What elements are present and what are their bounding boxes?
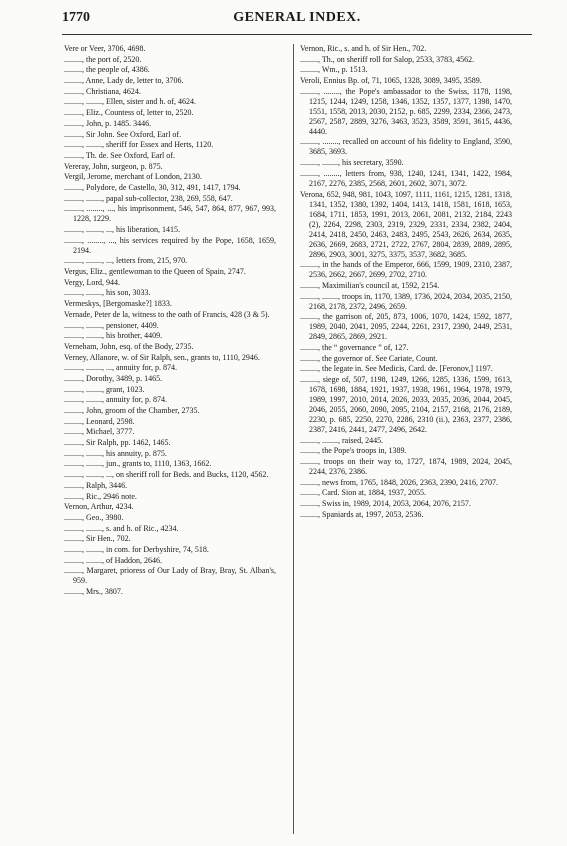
index-entry: ........., ........, recalled on account of his fidelity to England, 3590, 3685, 3693. xyxy=(300,137,512,157)
index-entry: ........., ........, his secretary, 3590. xyxy=(300,158,404,168)
index-entry: ........., ........, s. and h. of Ric., 4234. xyxy=(64,523,179,533)
index-entry: Vergus, Eliz., gentlewoman to the Queen of Spain, 2747. xyxy=(64,267,246,277)
index-entry: ........., ........, troops in, 1170, 1389, 1736, 2024, 2034, 2035, 2150, 2168, 2178, 2372, 2496, 2659. xyxy=(300,291,512,311)
index-entry: ........., ........, ..., annuity for, p. 874. xyxy=(64,363,178,373)
index-entry: Vergy, Lord, 944. xyxy=(64,277,120,287)
index-entry: ........., Ralph, 3446. xyxy=(64,480,128,490)
index-entry: ........., ........, sheriff for Essex and Herts, 1120. xyxy=(64,140,214,150)
index-entry: Vernon, Arthur, 4234. xyxy=(64,502,134,512)
index-entry: ........., the governor of. See Cariate, Count. xyxy=(300,353,438,363)
index-entry: Veroli, Ennius Bp. of, 71, 1065, 1328, 3089, 3495, 3589. xyxy=(300,76,482,86)
index-entry: Vere or Veer, 3706, 4698. xyxy=(64,44,146,53)
index-entry: ........., Michael, 3777. xyxy=(64,427,135,437)
index-entry: ........., the people of, 4386. xyxy=(64,65,150,75)
index-entry: ........., ........, letters from, 938, 1240, 1241, 1341, 1422, 1984, 2167, 2276, 2385, 2568, 2601, 2602, 3071, 3072. xyxy=(300,168,512,188)
index-entry: ........., the “ governance ” of, 127. xyxy=(300,342,409,352)
index-entry: ........., ........, jun., grants to, 1110, 1363, 1662. xyxy=(64,459,212,469)
index-entry: Vernon, Ric., s. and h. of Sir Hen., 702. xyxy=(300,44,427,53)
index-entry: ........., ........, in com. for Derbyshire, 74, 518. xyxy=(64,544,209,554)
index-entry: ........., Anne, Lady de, letter to, 3706. xyxy=(64,76,184,86)
index-entry: ........., ........, the Pope's ambassador to the Swiss, 1178, 1198, 1215, 1244, 1249, 1258, 1346, 1352, 1357, 1377, 1398, 1470, 1551, 1558, 2013, 2030, 2152, p. 685, 2299, 2334, 2366, 2473, 2567, 2587, 2889, 3276, 3463, 3523, 3589, 3591, 3615, 4436, 4440. xyxy=(300,86,512,136)
column-divider xyxy=(293,44,294,834)
index-entry: ........., Dorothy, 3489, p. 1465. xyxy=(64,373,163,383)
index-entry: ........., the garrison of, 205, 873, 1006, 1070, 1424, 1592, 1877, 1989, 2040, 2041, 2095, 2244, 2261, 2317, 2390, 2449, 2531, 2849, 2865, 2869, 2921. xyxy=(300,312,512,342)
index-entry: Vermeskys, [Bergomaske?] 1833. xyxy=(64,299,172,309)
index-entry: ........., Sir Hen., 702. xyxy=(64,534,131,544)
index-entry: Vernade, Peter de la, witness to the oath of Francis, 428 (3 & 5). xyxy=(64,309,270,319)
index-entry: ........., ........, papal sub-collector, 238, 269, 558, 647. xyxy=(64,193,233,203)
index-entry: ........., Swiss in, 1989, 2014, 2053, 2064, 2076, 2157. xyxy=(300,499,471,509)
index-entry: ........., ........, ..., his imprisonment, 546, 547, 864, 877, 967, 993, 1228, 1229. xyxy=(64,204,276,224)
index-entry: ........., Mrs., 3807. xyxy=(64,587,123,596)
page-number: 1770 xyxy=(62,10,90,25)
index-entry: ........., ........, his annuity, p. 875. xyxy=(64,448,167,458)
index-entry: ........., Sir Ralph, pp. 1462, 1465. xyxy=(64,438,171,448)
page-title: GENERAL INDEX. xyxy=(233,10,361,25)
index-entry: ........., troops on their way to, 1727, 1874, 1989, 2024, 2045, 2244, 2376, 2386. xyxy=(300,457,512,477)
index-entry: ........., Maximilian's council at, 1592, 2154. xyxy=(300,280,440,290)
index-entry: ........., news from, 1765, 1848, 2026, 2363, 2390, 2416, 2707. xyxy=(300,477,498,487)
index-entry: ........., ........, annuity for, p. 874. xyxy=(64,395,168,405)
index-entry: ........., in the hands of the Emperor, 666, 1599, 1909, 2310, 2387, 2536, 2662, 2667, 2699, 2702, 2710. xyxy=(300,260,512,280)
index-entry: Verneham, John, esq. of the Body, 2735. xyxy=(64,341,194,351)
index-entry: ........., Polydore, de Castello, 30, 312, 491, 1417, 1794. xyxy=(64,182,241,192)
index-entry: ........., siege of, 507, 1198, 1249, 1266, 1285, 1336, 1599, 1613, 1678, 1698, 1884, 1921, 1937, 1938, 1961, 1964, 1978, 1979, 1989, 1997, 2010, 2014, 2026, 2033, 2035, 2036, 2044, 2045, 2046, 2055, 2060, 2090, 2095, 2104, 2157, 2168, 2176, 2189, 2230, p. 685, 2250, 2270, 2286, 2310 (ii.), 2363, 2377, 2386, 2387, 2416, 2441, 2477, 2496, 2642. xyxy=(300,375,512,434)
index-entry: ........., Margaret, prioress of Our Lady of Bray, Bray, St. Alban's, 959. xyxy=(64,566,276,586)
index-entry: ........., Geo., 3980. xyxy=(64,512,124,522)
index-entry: Vergil, Jerome, merchant of London, 2130. xyxy=(64,172,202,182)
index-column-left xyxy=(64,44,276,597)
index-entry: ........., Th. de. See Oxford, Earl of. xyxy=(64,150,175,160)
index-entry: ........., Spaniards at, 1997, 2053, 2536. xyxy=(300,509,424,519)
index-entry: ........., the legate in. See Medicis, Card. de. [Feronov,] 1197. xyxy=(300,364,493,374)
index-entry: ........., John, p. 1485. 3446. xyxy=(64,118,152,128)
index-entry: ........., the Pope's troops in, 1389. xyxy=(300,446,407,456)
index-entry: ........., ........, ..., on sheriff roll for Beds. and Bucks, 1120, 4562. xyxy=(64,470,269,480)
index-entry: Verona, 652, 948, 981, 1043, 1097, 1111, 1161, 1215, 1281, 1318, 1341, 1352, 1380, 1392, 1404, 1413, 1418, 1581, 1618, 1653, 1684, 1711, 1853, 1991, 2013, 2061, 2081, 2132, 2184, 2243 (2), 2264, 2298, 2303, 2319, 2329, 2331, 2334, 2382, 2404, 2414, 2418, 2450, 2463, 2483, 2495, 2543, 2626, 2634, 2635, 2636, 2669, 2683, 2721, 2722, 2767, 2804, 2839, 2889, 2895, 2896, 2903, 3001, 3275, 3375, 3537, 3682, 3685. xyxy=(300,189,512,259)
index-entry: ........., ........, ..., his services required by the Pope, 1658, 1659, 2194. xyxy=(64,235,276,255)
index-entry: Verney, Allanore, w. of Sir Ralph, sen., grants to, 1110, 2946. xyxy=(64,352,260,362)
index-entry: Vereray, John, surgeon, p. 875. xyxy=(64,161,163,171)
index-entry: ........., Eliz., Countess of, letter to, 2520. xyxy=(64,108,194,118)
index-entry: ........., Card. Sion at, 1884, 1937, 2055. xyxy=(300,488,426,498)
index-entry: ........., ........, ..., his liberation, 1415. xyxy=(64,225,180,234)
index-entry: ........., Christiana, 4624. xyxy=(64,86,141,96)
index-entry: ........., ........, Ellen, sister and h. of, 4624. xyxy=(64,97,196,107)
index-entry: ........., Leonard, 2598. xyxy=(64,416,135,426)
page-header xyxy=(62,6,532,32)
index-entry: ........., ........, of Haddon, 2646. xyxy=(64,555,162,565)
index-entry: ........., ........, ..., letters from, 215, 970. xyxy=(64,256,188,266)
index-entry: ........., Sir John. See Oxford, Earl of. xyxy=(64,129,182,139)
index-entry: ........., ........, his son, 3033. xyxy=(64,288,151,298)
index-entry: ........., the port of, 2520. xyxy=(64,54,142,64)
index-entry: ........., John, groom of the Chamber, 2735. xyxy=(64,406,200,415)
header-rule xyxy=(62,34,532,35)
index-entry: ........., Th., on sheriff roll for Salop, 2533, 3783, 4562. xyxy=(300,54,475,64)
index-entry: ........., ........, pensioner, 4409. xyxy=(64,320,159,330)
index-entry: ........., Wm., p. 1513. xyxy=(300,65,368,75)
index-column-right xyxy=(300,44,512,520)
index-entry: ........., ........, raised, 2445. xyxy=(300,435,384,445)
index-entry: ........., ........, grant, 1023. xyxy=(64,384,145,394)
index-entry: ........., Ric., 2946 note. xyxy=(64,491,137,501)
index-entry: ........., ........, his brother, 4409. xyxy=(64,331,163,341)
